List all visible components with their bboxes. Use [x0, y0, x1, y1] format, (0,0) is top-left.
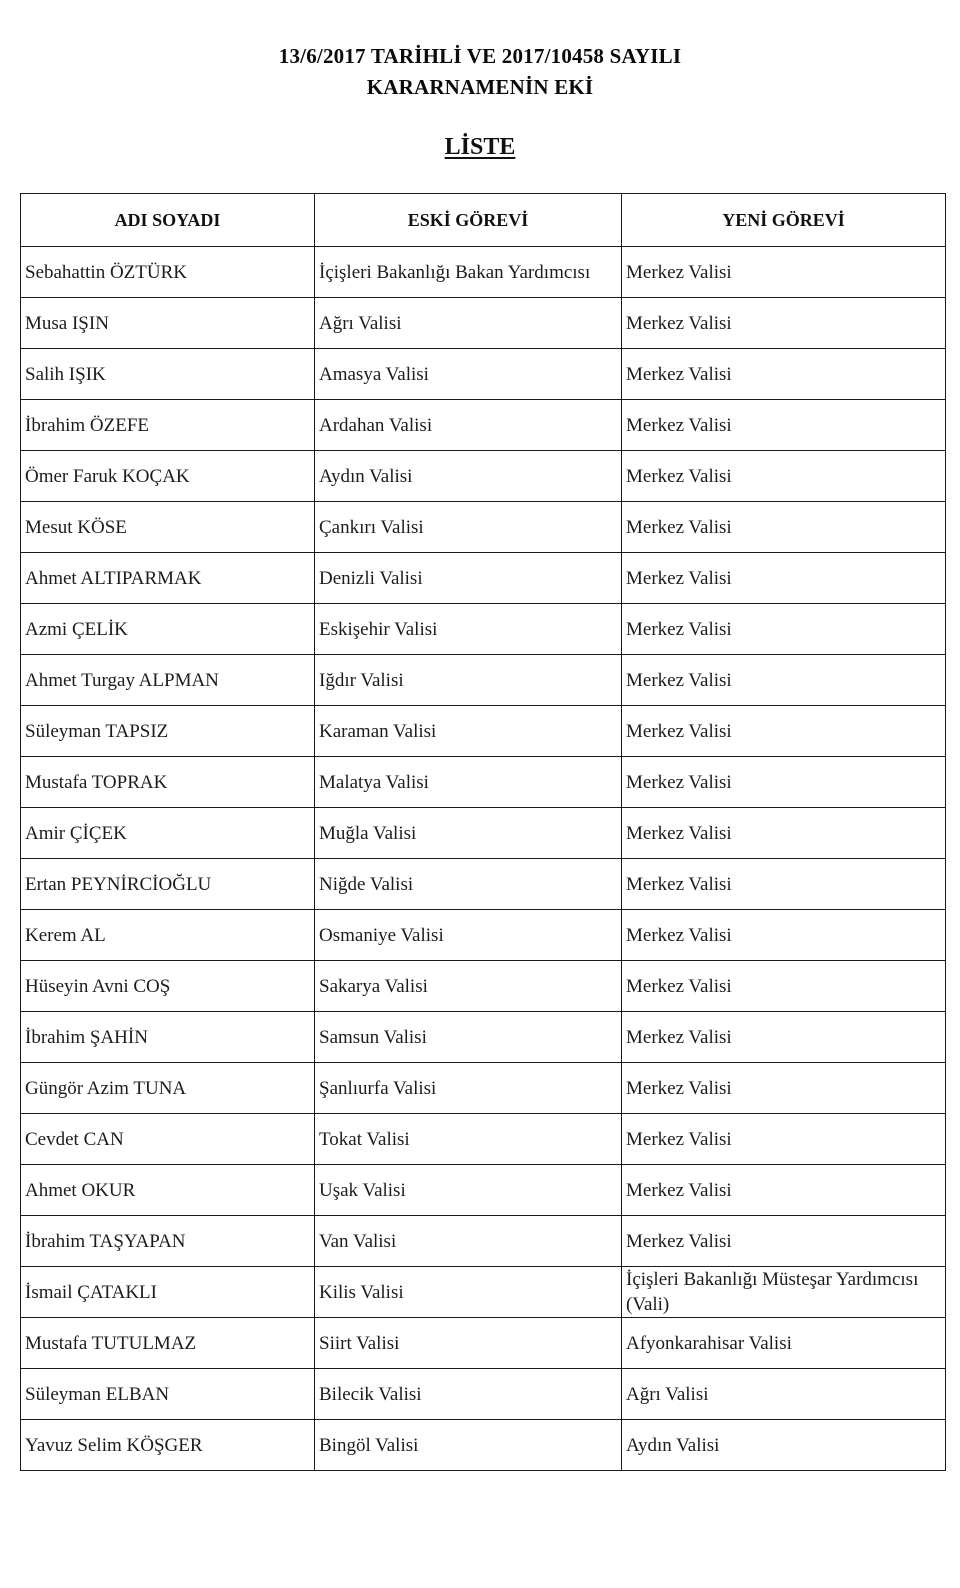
- old-position-cell: Muğla Valisi: [315, 808, 622, 859]
- new-position-cell: Merkez Valisi: [622, 757, 946, 808]
- name-cell: İsmail ÇATAKLI: [21, 1267, 315, 1318]
- new-position-cell: Aydın Valisi: [622, 1420, 946, 1471]
- name-cell: İbrahim ÖZEFE: [21, 400, 315, 451]
- table-row: [21, 604, 946, 655]
- table-row: [21, 451, 946, 502]
- old-position-cell: Ardahan Valisi: [315, 400, 622, 451]
- old-position-cell: Karaman Valisi: [315, 706, 622, 757]
- new-position-cell: Merkez Valisi: [622, 553, 946, 604]
- table-row: [21, 655, 946, 706]
- name-cell: Kerem AL: [21, 910, 315, 961]
- old-position-cell: Kilis Valisi: [315, 1267, 622, 1318]
- new-position-cell: Merkez Valisi: [622, 298, 946, 349]
- name-cell: Musa IŞIN: [21, 298, 315, 349]
- new-position-cell: Merkez Valisi: [622, 1216, 946, 1267]
- table-row: [21, 757, 946, 808]
- old-position-cell: Uşak Valisi: [315, 1165, 622, 1216]
- appointment-table: [20, 193, 946, 1471]
- name-cell: Yavuz Selim KÖŞGER: [21, 1420, 315, 1471]
- old-position-cell: Siirt Valisi: [315, 1318, 622, 1369]
- new-position-cell: Merkez Valisi: [622, 1063, 946, 1114]
- name-cell: Ertan PEYNİRCİOĞLU: [21, 859, 315, 910]
- table-row: [21, 1267, 946, 1318]
- old-position-cell: Eskişehir Valisi: [315, 604, 622, 655]
- new-position-cell: İçişleri Bakanlığı Müsteşar Yardımcısı (Vali): [622, 1267, 946, 1318]
- name-cell: Mesut KÖSE: [21, 502, 315, 553]
- new-position-cell: Merkez Valisi: [622, 502, 946, 553]
- new-position-cell: Ağrı Valisi: [622, 1369, 946, 1420]
- name-cell: İbrahim TAŞYAPAN: [21, 1216, 315, 1267]
- name-cell: Süleyman ELBAN: [21, 1369, 315, 1420]
- name-cell: Salih IŞIK: [21, 349, 315, 400]
- name-cell: Ahmet Turgay ALPMAN: [21, 655, 315, 706]
- table-row: [21, 1063, 946, 1114]
- old-position-cell: Van Valisi: [315, 1216, 622, 1267]
- table-row: [21, 1420, 946, 1471]
- old-position-cell: Şanlıurfa Valisi: [315, 1063, 622, 1114]
- name-cell: Ahmet ALTIPARMAK: [21, 553, 315, 604]
- header-old-position: ESKİ GÖREVİ: [315, 194, 622, 247]
- table-row: [21, 502, 946, 553]
- old-position-cell: Amasya Valisi: [315, 349, 622, 400]
- new-position-cell: Merkez Valisi: [622, 859, 946, 910]
- name-cell: Azmi ÇELİK: [21, 604, 315, 655]
- table-row: [21, 706, 946, 757]
- new-position-cell: Merkez Valisi: [622, 349, 946, 400]
- new-position-cell: Merkez Valisi: [622, 604, 946, 655]
- table-body: [21, 247, 946, 1471]
- table-row: [21, 247, 946, 298]
- table-row: [21, 1318, 946, 1369]
- new-position-cell: Merkez Valisi: [622, 1114, 946, 1165]
- table-row: [21, 910, 946, 961]
- old-position-cell: Çankırı Valisi: [315, 502, 622, 553]
- header-new-position: YENİ GÖREVİ: [622, 194, 946, 247]
- new-position-cell: Merkez Valisi: [622, 1165, 946, 1216]
- table-row: [21, 859, 946, 910]
- table-row: [21, 1114, 946, 1165]
- header-name: ADI SOYADI: [21, 194, 315, 247]
- old-position-cell: Tokat Valisi: [315, 1114, 622, 1165]
- name-cell: İbrahim ŞAHİN: [21, 1012, 315, 1063]
- name-cell: Güngör Azim TUNA: [21, 1063, 315, 1114]
- name-cell: Mustafa TOPRAK: [21, 757, 315, 808]
- new-position-cell: Merkez Valisi: [622, 247, 946, 298]
- new-position-cell: Merkez Valisi: [622, 1012, 946, 1063]
- table-row: [21, 961, 946, 1012]
- list-title: LİSTE: [444, 134, 516, 160]
- new-position-cell: Merkez Valisi: [622, 706, 946, 757]
- name-cell: Hüseyin Avni COŞ: [21, 961, 315, 1012]
- old-position-cell: Malatya Valisi: [315, 757, 622, 808]
- new-position-cell: Merkez Valisi: [622, 910, 946, 961]
- table-row: [21, 808, 946, 859]
- old-position-cell: Denizli Valisi: [315, 553, 622, 604]
- new-position-cell: Merkez Valisi: [622, 400, 946, 451]
- new-position-cell: Merkez Valisi: [622, 451, 946, 502]
- old-position-cell: Bilecik Valisi: [315, 1369, 622, 1420]
- table-row: [21, 400, 946, 451]
- old-position-cell: Osmaniye Valisi: [315, 910, 622, 961]
- old-position-cell: Bingöl Valisi: [315, 1420, 622, 1471]
- old-position-cell: Iğdır Valisi: [315, 655, 622, 706]
- name-cell: Süleyman TAPSIZ: [21, 706, 315, 757]
- old-position-cell: Samsun Valisi: [315, 1012, 622, 1063]
- new-position-cell: Afyonkarahisar Valisi: [622, 1318, 946, 1369]
- header-row: [21, 194, 946, 247]
- name-cell: Sebahattin ÖZTÜRK: [21, 247, 315, 298]
- table-row: [21, 349, 946, 400]
- table-row: [21, 1165, 946, 1216]
- old-position-cell: Ağrı Valisi: [315, 298, 622, 349]
- old-position-cell: İçişleri Bakanlığı Bakan Yardımcısı: [315, 247, 622, 298]
- new-position-cell: Merkez Valisi: [622, 808, 946, 859]
- table-row: [21, 1012, 946, 1063]
- table-row: [21, 553, 946, 604]
- table-row: [21, 1216, 946, 1267]
- name-cell: Amir ÇİÇEK: [21, 808, 315, 859]
- old-position-cell: Sakarya Valisi: [315, 961, 622, 1012]
- decree-heading-line-1: 13/6/2017 TARİHLİ VE 2017/10458 SAYILI: [278, 44, 682, 68]
- table-header: [21, 194, 946, 247]
- table-row: [21, 298, 946, 349]
- old-position-cell: Aydın Valisi: [315, 451, 622, 502]
- name-cell: Mustafa TUTULMAZ: [21, 1318, 315, 1369]
- name-cell: Ömer Faruk KOÇAK: [21, 451, 315, 502]
- name-cell: Ahmet OKUR: [21, 1165, 315, 1216]
- name-cell: Cevdet CAN: [21, 1114, 315, 1165]
- new-position-cell: Merkez Valisi: [622, 655, 946, 706]
- old-position-cell: Niğde Valisi: [315, 859, 622, 910]
- table-row: [21, 1369, 946, 1420]
- decree-heading-line-2: KARARNAMENİN EKİ: [366, 75, 594, 99]
- new-position-cell: Merkez Valisi: [622, 961, 946, 1012]
